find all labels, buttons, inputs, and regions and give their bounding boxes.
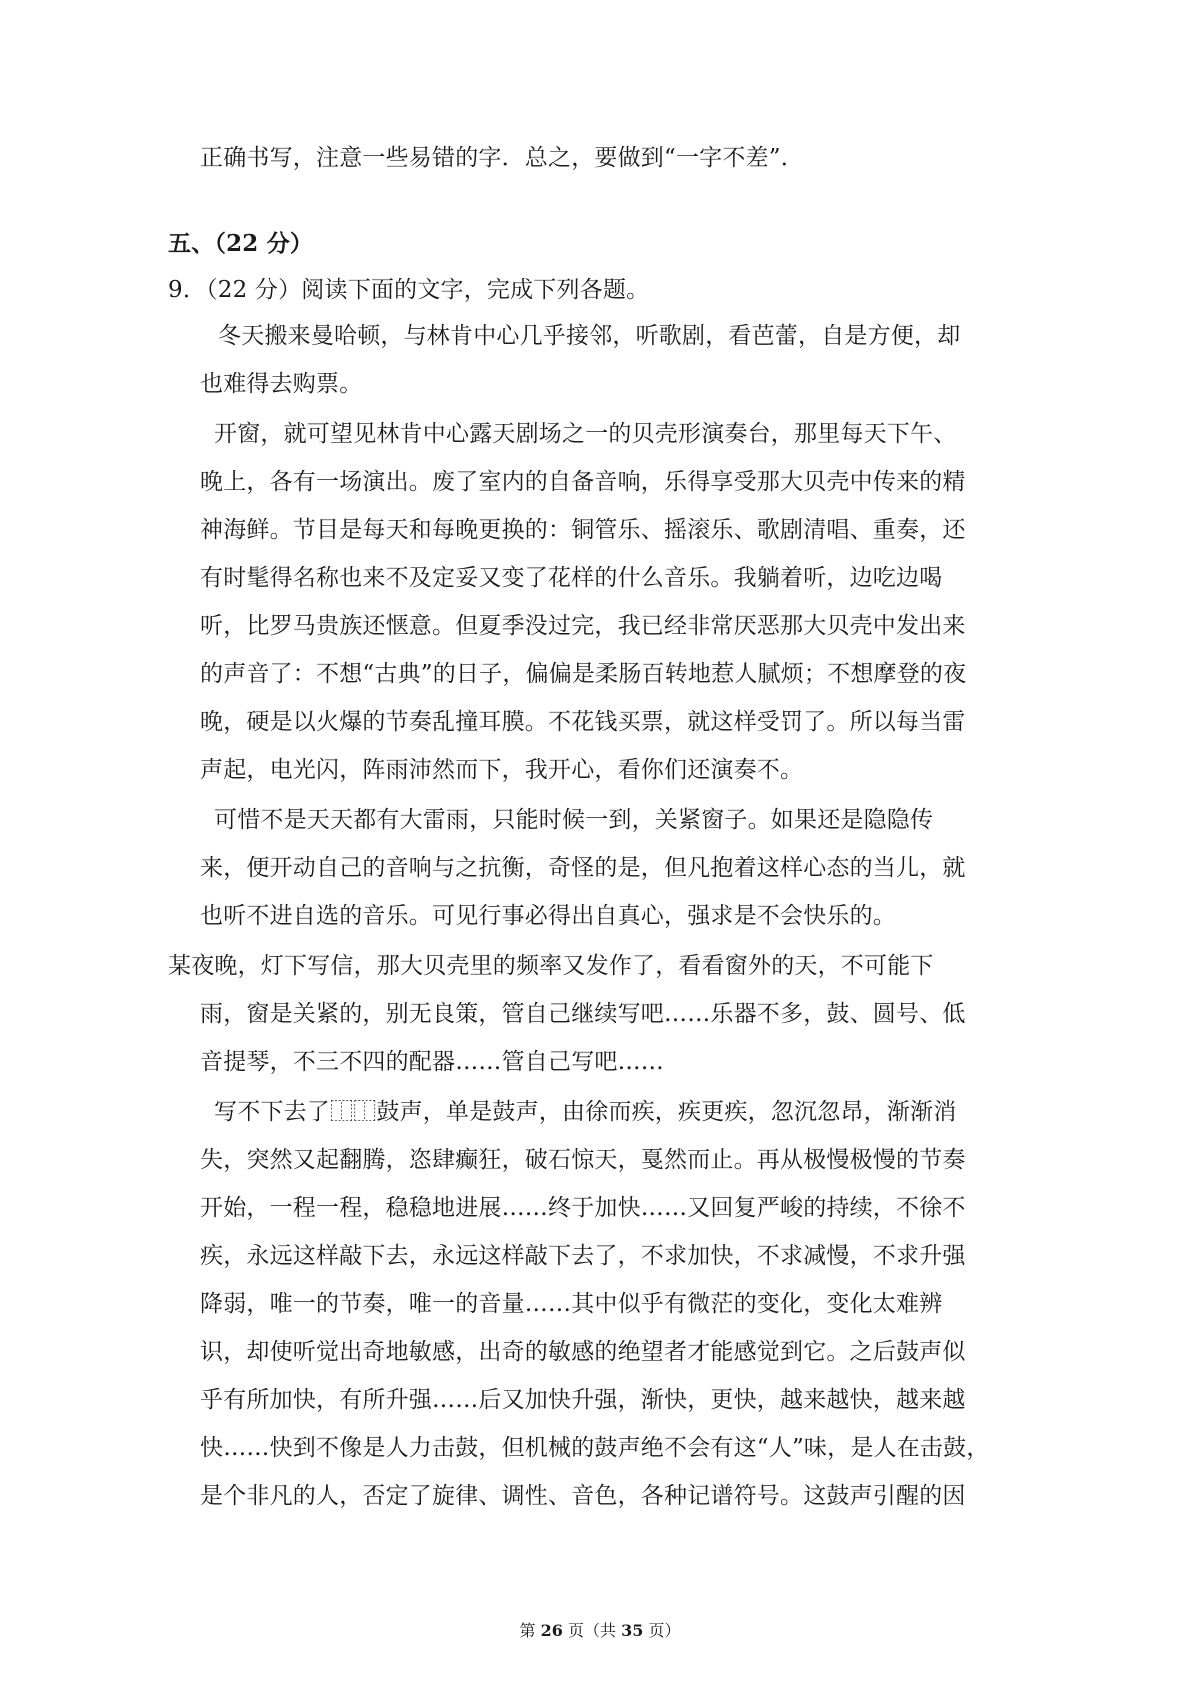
total-pages: 35 <box>621 1621 644 1640</box>
passage-line: 是个非凡的人，否定了旋律、调性、音色，各种记谱符号。这鼓声引醒的因 <box>200 1483 966 1509</box>
passage-line: 开窗，就可望见林肯中心露天剧场之一的贝壳形演奏台，那里每天下午、 <box>214 421 957 447</box>
passage-line: 乎有所加快，有所升强……后又加快升强，渐快，更快，越来越快，越来越 <box>200 1387 966 1413</box>
passage-line: 也难得去购票。 <box>200 371 363 397</box>
passage-line: 疾，永远这样敲下去，永远这样敲下去了，不求加快，不求减慢，不求升强 <box>200 1243 966 1269</box>
footer-middle: 页（共 <box>567 1621 616 1640</box>
passage-line: 可惜不是天天都有大雷雨，只能时候一到，关紧窗子。如果还是隐隐传 <box>214 807 934 833</box>
section-heading: 五、（22 分） <box>168 230 314 257</box>
previous-answer-tail: 正确书写，注意一些易错的字．总之，要做到“一字不差”． <box>200 145 804 171</box>
passage-line: 写不下去了⿰⿰鼓声，单是鼓声，由徐而疾，疾更疾，忽沉忽昂，渐渐消 <box>214 1099 957 1125</box>
passage-line: 也听不进自选的音乐。可见行事必得出自真心，强求是不会快乐的。 <box>200 903 896 929</box>
passage-line: 晚，硬是以火爆的节奏乱撞耳膜。不花钱买票，就这样受罚了。所以每当雷 <box>200 709 966 735</box>
question-stem: 9．（22 分）阅读下面的文字，完成下列各题。 <box>168 277 650 303</box>
passage-line: 冬天搬来曼哈顿，与林肯中心几乎接邻，听歌剧，看芭蕾，自是方便，却 <box>218 323 961 349</box>
passage-line: 某夜晚，灯下写信，那大贝壳里的频率又发作了，看看窗外的天，不可能下 <box>168 953 934 979</box>
passage-line: 音提琴，不三不四的配器……管自己写吧…… <box>200 1049 664 1075</box>
passage-line: 开始，一程一程，稳稳地进展……终于加快……又回复严峻的持续，不徐不 <box>200 1195 966 1221</box>
passage-line: 失，突然又起翻腾，恣肆癫狂，破石惊天，戛然而止。再从极慢极慢的节奏 <box>200 1147 966 1173</box>
passage-line: 雨，窗是关紧的，别无良策，管自己继续写吧……乐器不多，鼓、圆号、低 <box>200 1001 966 1027</box>
passage-line: 降弱，唯一的节奏，唯一的音量……其中似乎有微茫的变化，变化太难辨 <box>200 1291 943 1317</box>
page-footer <box>0 1620 1200 1642</box>
passage-line: 识，却使听觉出奇地敏感，出奇的敏感的绝望者才能感觉到它。之后鼓声似 <box>200 1339 966 1365</box>
passage-line: 快……快到不像是人力击鼓，但机械的鼓声绝不会有这“人”味，是人在击鼓， <box>200 1435 990 1461</box>
passage-line: 有时髦得名称也来不及定妥又变了花样的什么音乐。我躺着听，边吃边喝 <box>200 565 943 591</box>
passage-line: 来，便开动自己的音响与之抗衡，奇怪的是，但凡抱着这样心态的当儿，就 <box>200 855 966 881</box>
footer-suffix: 页） <box>648 1621 681 1640</box>
passage-line: 晚上，各有一场演出。废了室内的自备音响，乐得享受那大贝壳中传来的精 <box>200 469 966 495</box>
passage-line: 声起，电光闪，阵雨沛然而下，我开心，看你们还演奏不。 <box>200 757 804 783</box>
passage-line: 的声音了：不想“古典”的日子，偏偏是柔肠百转地惹人腻烦；不想摩登的夜 <box>200 661 967 687</box>
footer-prefix: 第 <box>519 1621 536 1640</box>
page-number: 26 <box>540 1621 563 1640</box>
passage-line: 神海鲜。节目是每天和每晚更换的：铜管乐、摇滚乐、歌剧清唱、重奏，还 <box>200 517 966 543</box>
passage-line: 听，比罗马贵族还惬意。但夏季没过完，我已经非常厌恶那大贝壳中发出来 <box>200 613 966 639</box>
